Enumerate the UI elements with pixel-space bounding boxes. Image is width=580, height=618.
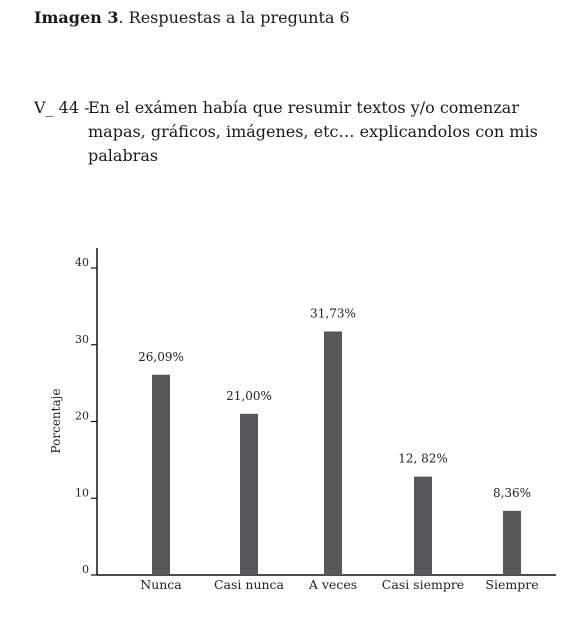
x-category-label: A veces <box>308 577 358 592</box>
bars <box>152 331 521 575</box>
y-tick-label: 20 <box>75 409 89 423</box>
bar <box>324 331 342 575</box>
y-tick-label: 30 <box>75 332 89 346</box>
y-tick-label: 40 <box>75 256 89 269</box>
y-axis-title: Porcentaje <box>49 388 63 454</box>
x-category-label: Nunca <box>140 577 182 592</box>
x-category-label: Casi siempre <box>381 577 465 592</box>
question-code: V_ 44 - <box>34 98 90 117</box>
bar <box>414 477 432 575</box>
caption-text: . Respuestas a la pregunta 6 <box>118 8 350 27</box>
x-category-label: Siempre <box>485 577 539 592</box>
bar <box>240 414 258 575</box>
y-tick-label: 10 <box>75 486 89 500</box>
bar-value-label: 8,36% <box>492 485 532 500</box>
caption-label: Imagen 3 <box>34 8 119 27</box>
y-axis <box>75 248 97 576</box>
x-axis <box>97 575 556 592</box>
bar <box>152 375 170 575</box>
bar <box>503 511 521 575</box>
bar-value-label: 26,09% <box>138 349 184 364</box>
bar-value-label: 31,73% <box>310 306 356 321</box>
bar-value-label: 12, 82% <box>398 451 448 466</box>
x-category-label: Casi nunca <box>213 577 285 592</box>
y-tick-label: 0 <box>82 563 89 576</box>
question-text: En el exámen había que resumir textos y/o comenzar mapas, gráficos, imágenes, etc… explicandolos con mis palabras <box>88 98 538 165</box>
bar-value-label: 21,00% <box>226 388 272 403</box>
